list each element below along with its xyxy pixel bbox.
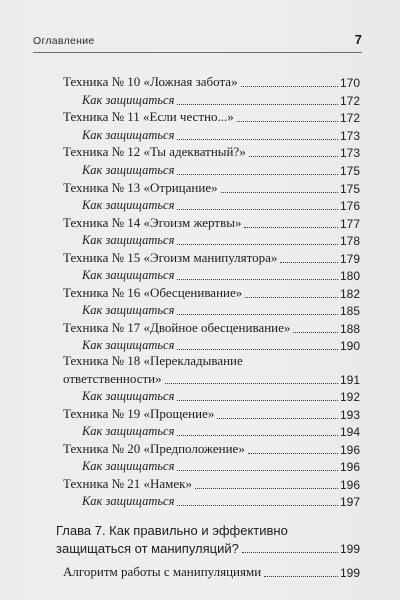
toc-entry-defense-20[interactable]: Как защищаться 196 — [82, 459, 360, 474]
header-title: Оглавление — [33, 35, 95, 47]
toc-entry-technique-15[interactable]: Техника № 15 «Эгоизм манипулятора» 179 — [63, 250, 360, 266]
page-number: 7 — [354, 32, 362, 47]
toc-entry-defense-11[interactable]: Как защищаться 173 — [82, 128, 360, 143]
toc-entry-defense-18[interactable]: Как защищаться 192 — [82, 389, 360, 404]
toc-entry-algorithm[interactable]: Алгоритм работы с манипуляциями 199 — [63, 564, 360, 580]
toc-entry-technique-20[interactable]: Техника № 20 «Предположение» 196 — [63, 441, 360, 457]
toc-entry-technique-13[interactable]: Техника № 13 «Отрицание» 175 — [63, 180, 360, 196]
chapter-7-title[interactable]: защищаться от манипуляций? 199 — [56, 541, 360, 556]
toc-entry-technique-14[interactable]: Техника № 14 «Эгоизм жертвы» 177 — [63, 215, 360, 231]
toc-entry-defense-17[interactable]: Как защищаться 190 — [82, 338, 360, 353]
toc-entry-defense-12[interactable]: Как защищаться 175 — [82, 163, 360, 178]
chapter-7-title-line1[interactable]: Глава 7. Как правильно и эффективно — [56, 523, 288, 538]
toc-entry-technique-21[interactable]: Техника № 21 «Намек» 196 — [63, 476, 360, 492]
toc-entry-defense-15[interactable]: Как защищаться 180 — [82, 268, 360, 283]
toc-entry-technique-18[interactable]: ответственности» 191 — [63, 371, 360, 387]
toc-entry-technique-11[interactable]: Техника № 11 «Если честно...» 172 — [63, 109, 360, 125]
toc-entry-technique-18-line1[interactable]: Техника № 18 «Перекладывание — [63, 353, 243, 368]
toc-entry-defense-16[interactable]: Как защищаться 185 — [82, 303, 360, 318]
toc-entry-technique-12[interactable]: Техника № 12 «Ты адекватный?» 173 — [63, 144, 360, 160]
toc-entry-technique-17[interactable]: Техника № 17 «Двойное обесценивание» 188 — [63, 320, 360, 336]
toc-entry-defense-19[interactable]: Как защищаться 194 — [82, 424, 360, 439]
toc-entry-technique-16[interactable]: Техника № 16 «Обесценивание» 182 — [63, 285, 360, 301]
toc-entry-technique-10[interactable]: Техника № 10 «Ложная забота» 170 — [63, 74, 360, 90]
toc-entry-defense-13[interactable]: Как защищаться 176 — [82, 198, 360, 213]
toc-entry-defense-21[interactable]: Как защищаться 197 — [82, 494, 360, 509]
toc-entry-defense-14[interactable]: Как защищаться 178 — [82, 233, 360, 248]
toc-entry-defense-10[interactable]: Как защищаться 172 — [82, 93, 360, 108]
toc-entry-technique-19[interactable]: Техника № 19 «Прощение» 193 — [63, 406, 360, 422]
